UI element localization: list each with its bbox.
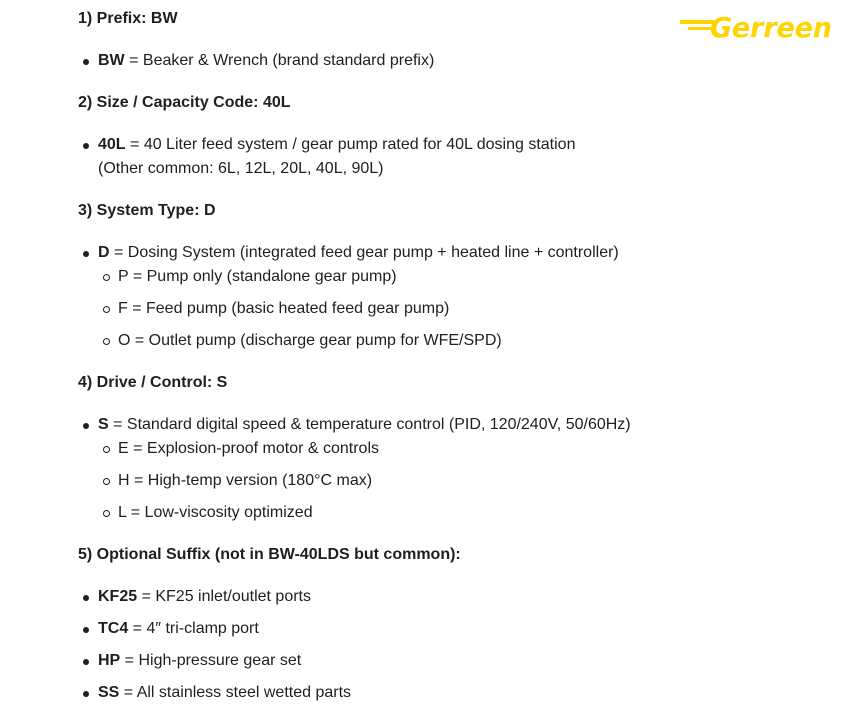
description: = 40 Liter feed system / gear pump rated for 40L dosing station	[125, 136, 576, 153]
section-heading-system-type: 3) System Type: D	[78, 202, 216, 219]
code: D	[98, 244, 110, 261]
list-item	[98, 415, 631, 435]
gerreen-logo	[680, 6, 836, 44]
list-item	[98, 587, 311, 607]
list-item	[98, 135, 575, 155]
list-item	[98, 243, 619, 263]
gerreen-logo-graphic	[680, 6, 836, 44]
section-heading-size: 2) Size / Capacity Code: 40L	[78, 94, 291, 111]
list-item	[98, 51, 434, 71]
sub-list-item	[118, 471, 372, 491]
section-heading-drive-control: 4) Drive / Control: S	[78, 374, 228, 391]
circle-bullet-icon	[103, 510, 110, 517]
sub-list-item	[118, 299, 449, 319]
sub-item-text: L = Low-viscosity optimized	[118, 504, 313, 521]
sub-item-text: P = Pump only (standalone gear pump)	[118, 268, 397, 285]
item-note: (Other common: 6L, 12L, 20L, 40L, 90L)	[98, 160, 384, 177]
code: HP	[98, 652, 121, 669]
description: = All stainless steel wetted parts	[119, 684, 352, 701]
bullet-icon	[83, 627, 89, 633]
sub-list-item	[118, 439, 379, 459]
circle-bullet-icon	[103, 274, 110, 281]
bullet-icon	[83, 251, 89, 257]
list-item	[98, 683, 351, 703]
circle-bullet-icon	[103, 306, 110, 313]
description: = Dosing System (integrated feed gear pump + heated line + controller)	[109, 244, 619, 261]
description: = High-pressure gear set	[120, 652, 302, 669]
description: = Beaker & Wrench (brand standard prefix)	[124, 52, 435, 69]
list-item	[98, 651, 301, 671]
bullet-icon	[83, 659, 89, 665]
description: = Standard digital speed & temperature control (PID, 120/240V, 50/60Hz)	[108, 416, 631, 433]
code: 40L	[98, 136, 126, 153]
code: BW	[98, 52, 125, 69]
bullet-icon	[83, 143, 89, 149]
description: = KF25 inlet/outlet ports	[137, 588, 311, 605]
code: KF25	[98, 588, 138, 605]
section-heading-optional-suffix: 5) Optional Suffix (not in BW-40LDS but common):	[78, 546, 461, 563]
bullet-icon	[83, 59, 89, 65]
circle-bullet-icon	[103, 446, 110, 453]
sub-item-text: E = Explosion-proof motor & controls	[118, 440, 380, 457]
code: TC4	[98, 620, 129, 637]
circle-bullet-icon	[103, 478, 110, 485]
bullet-icon	[83, 423, 89, 429]
sub-item-text: H = High-temp version (180°C max)	[118, 472, 373, 489]
sub-list-item	[118, 267, 397, 287]
description: = 4″ tri-clamp port	[128, 620, 259, 637]
bullet-icon	[83, 691, 89, 697]
sub-list-item	[118, 331, 502, 351]
svg-text:Gerreen: Gerreen	[710, 11, 832, 44]
code: SS	[98, 684, 120, 701]
list-item	[98, 619, 259, 639]
sub-item-text: F = Feed pump (basic heated feed gear pump)	[118, 300, 450, 317]
bullet-icon	[83, 595, 89, 601]
code: S	[98, 416, 109, 433]
section-heading-prefix: 1) Prefix: BW	[78, 10, 178, 27]
circle-bullet-icon	[103, 338, 110, 345]
sub-item-text: O = Outlet pump (discharge gear pump for WFE/SPD)	[118, 332, 502, 349]
sub-list-item	[118, 503, 313, 523]
